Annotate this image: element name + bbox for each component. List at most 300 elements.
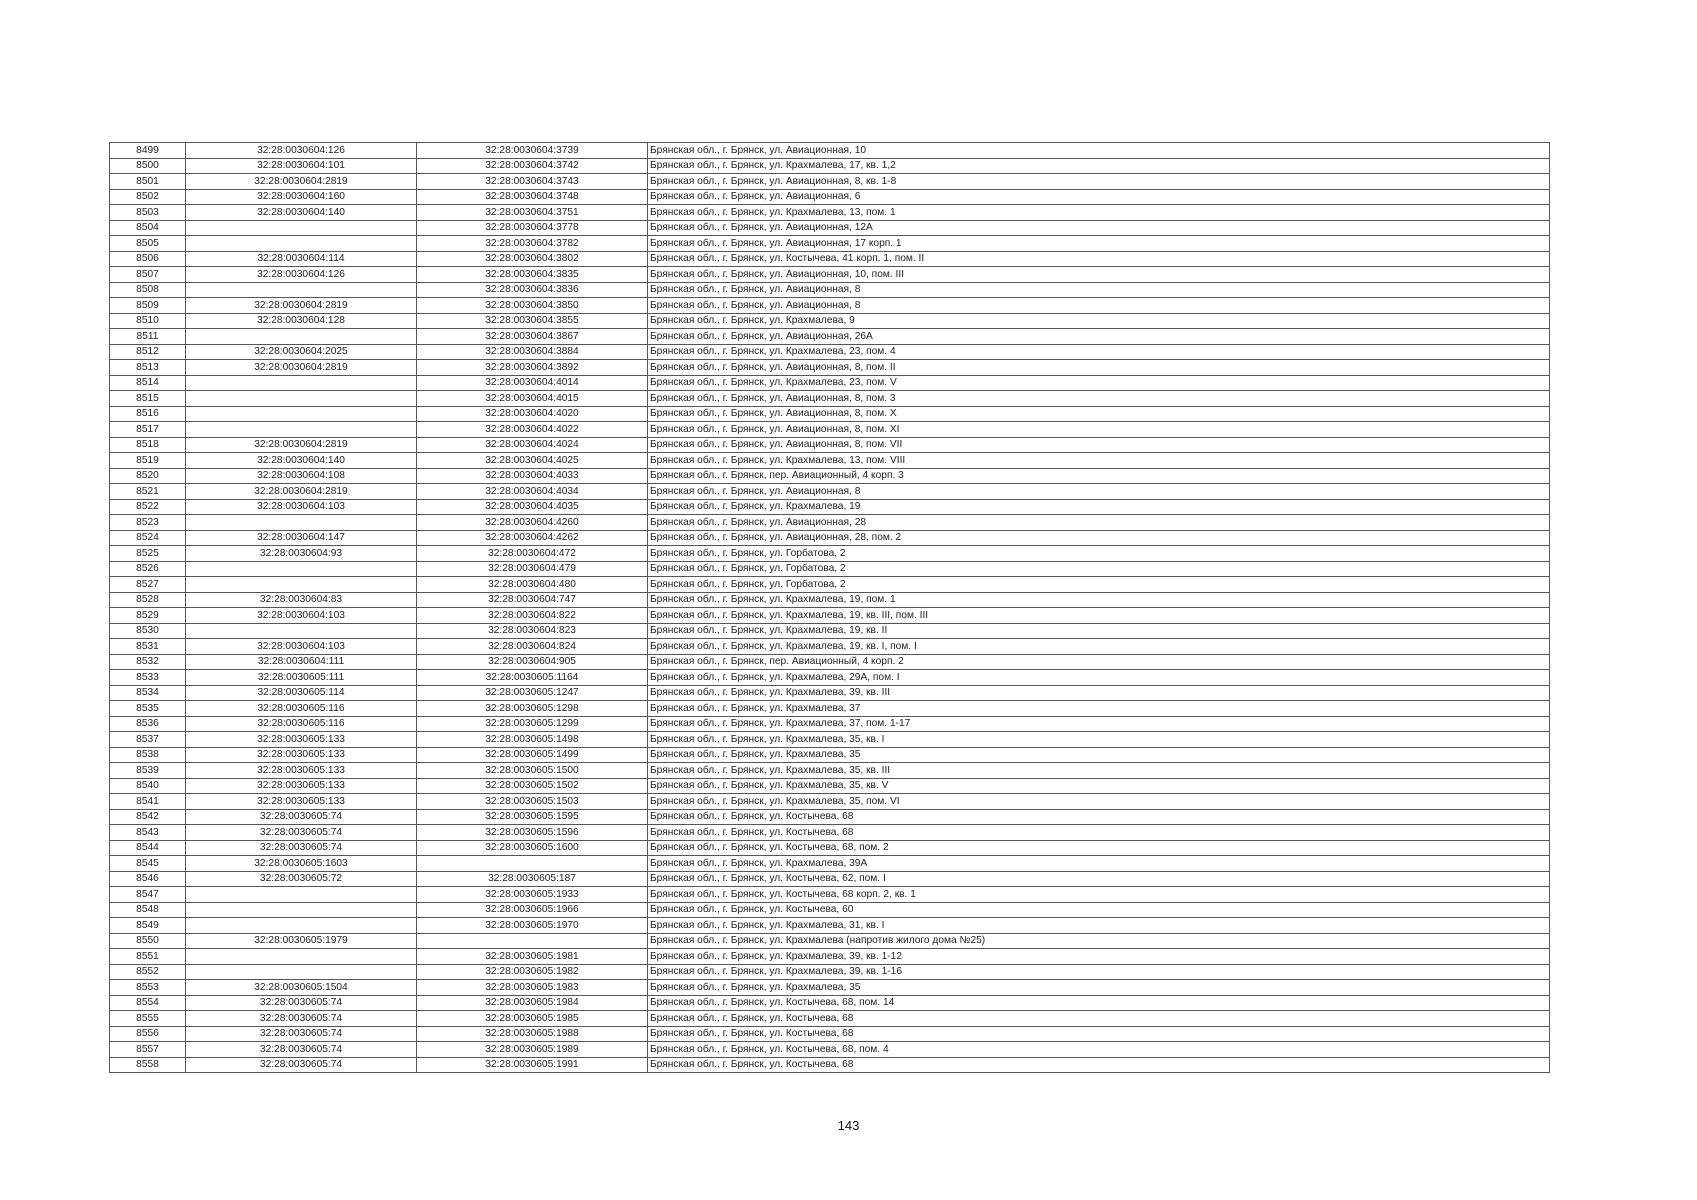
object-cadastral-number-cell xyxy=(417,856,648,872)
object-cadastral-number-cell: 32:28:0030605:1499 xyxy=(417,747,648,763)
object-cadastral-number-cell: 32:28:0030604:3836 xyxy=(417,282,648,298)
object-cadastral-number-cell: 32:28:0030605:1298 xyxy=(417,701,648,717)
table-row xyxy=(110,964,1550,980)
land-parcel-number-cell: 32:28:0030605:74 xyxy=(186,1026,417,1042)
land-parcel-number-cell: 32:28:0030605:1603 xyxy=(186,856,417,872)
land-parcel-number-cell xyxy=(186,918,417,934)
address-cell: Брянская обл., г. Брянск, ул. Крахмалева, 23, пом. V xyxy=(648,375,1550,391)
object-cadastral-number-cell: 32:28:0030604:4035 xyxy=(417,499,648,515)
address-cell: Брянская обл., г. Брянск, ул. Крахмалева, 35 xyxy=(648,747,1550,763)
row-number-cell: 8502 xyxy=(110,189,186,205)
object-cadastral-number-cell: 32:28:0030605:187 xyxy=(417,871,648,887)
address-cell: Брянская обл., г. Брянск, ул. Авиационная, 8, пом. XI xyxy=(648,422,1550,438)
row-number-cell: 8544 xyxy=(110,840,186,856)
address-cell: Брянская обл., г. Брянск, ул. Костычева, 41 корп. 1, пом. II xyxy=(648,251,1550,267)
table-row xyxy=(110,220,1550,236)
land-parcel-number-cell: 32:28:0030604:126 xyxy=(186,143,417,159)
object-cadastral-number-cell: 32:28:0030604:3751 xyxy=(417,205,648,221)
address-cell: Брянская обл., г. Брянск, ул. Крахмалева, 29А, пом. I xyxy=(648,670,1550,686)
object-cadastral-number-cell: 32:28:0030605:1981 xyxy=(417,949,648,965)
row-number-cell: 8506 xyxy=(110,251,186,267)
object-cadastral-number-cell: 32:28:0030604:905 xyxy=(417,654,648,670)
object-cadastral-number-cell: 32:28:0030604:823 xyxy=(417,623,648,639)
table-row xyxy=(110,484,1550,500)
address-cell: Брянская обл., г. Брянск, ул. Авиационная, 8 xyxy=(648,282,1550,298)
address-cell: Брянская обл., г. Брянск, ул. Крахмалева, 39, кв. 1-12 xyxy=(648,949,1550,965)
table-row xyxy=(110,732,1550,748)
land-parcel-number-cell: 32:28:0030605:1504 xyxy=(186,980,417,996)
table-row xyxy=(110,778,1550,794)
table-row xyxy=(110,639,1550,655)
registry-table-body xyxy=(110,143,1550,1073)
row-number-cell: 8549 xyxy=(110,918,186,934)
address-cell: Брянская обл., г. Брянск, ул. Авиационная, 6 xyxy=(648,189,1550,205)
row-number-cell: 8551 xyxy=(110,949,186,965)
land-parcel-number-cell xyxy=(186,949,417,965)
land-parcel-number-cell: 32:28:0030604:128 xyxy=(186,313,417,329)
land-parcel-number-cell: 32:28:0030604:114 xyxy=(186,251,417,267)
land-parcel-number-cell: 32:28:0030605:74 xyxy=(186,1011,417,1027)
document-page xyxy=(109,142,1549,1073)
address-cell: Брянская обл., г. Брянск, ул. Костычева, 68 xyxy=(648,1011,1550,1027)
land-parcel-number-cell: 32:28:0030604:2025 xyxy=(186,344,417,360)
row-number-cell: 8552 xyxy=(110,964,186,980)
table-row xyxy=(110,902,1550,918)
table-row xyxy=(110,329,1550,345)
object-cadastral-number-cell: 32:28:0030604:4025 xyxy=(417,453,648,469)
object-cadastral-number-cell: 32:28:0030605:1498 xyxy=(417,732,648,748)
object-cadastral-number-cell: 32:28:0030605:1983 xyxy=(417,980,648,996)
land-parcel-number-cell: 32:28:0030604:2819 xyxy=(186,484,417,500)
row-number-cell: 8545 xyxy=(110,856,186,872)
land-parcel-number-cell: 32:28:0030605:116 xyxy=(186,701,417,717)
page-number: 143 xyxy=(837,1118,860,1133)
land-parcel-number-cell xyxy=(186,391,417,407)
land-parcel-number-cell: 32:28:0030604:93 xyxy=(186,546,417,562)
address-cell: Брянская обл., г. Брянск, ул. Авиационная, 8, кв. 1-8 xyxy=(648,174,1550,190)
address-cell: Брянская обл., г. Брянск, ул. Авиационная, 8, пом. X xyxy=(648,406,1550,422)
address-cell: Брянская обл., г. Брянск, ул. Крахмалева, 39, кв. III xyxy=(648,685,1550,701)
table-row xyxy=(110,236,1550,252)
land-parcel-number-cell: 32:28:0030605:116 xyxy=(186,716,417,732)
object-cadastral-number-cell: 32:28:0030604:824 xyxy=(417,639,648,655)
land-parcel-number-cell xyxy=(186,375,417,391)
table-row xyxy=(110,825,1550,841)
address-cell: Брянская обл., г. Брянск, ул. Авиационная, 10, пом. III xyxy=(648,267,1550,283)
address-cell: Брянская обл., г. Брянск, ул. Горбатова, 2 xyxy=(648,561,1550,577)
address-cell: Брянская обл., г. Брянск, ул. Крахмалева (напротив жилого дома №25) xyxy=(648,933,1550,949)
table-row xyxy=(110,530,1550,546)
row-number-cell: 8512 xyxy=(110,344,186,360)
row-number-cell: 8556 xyxy=(110,1026,186,1042)
address-cell: Брянская обл., г. Брянск, пер. Авиационный, 4 корп. 2 xyxy=(648,654,1550,670)
row-number-cell: 8539 xyxy=(110,763,186,779)
table-row xyxy=(110,313,1550,329)
object-cadastral-number-cell: 32:28:0030604:4020 xyxy=(417,406,648,422)
row-number-cell: 8526 xyxy=(110,561,186,577)
table-row xyxy=(110,391,1550,407)
row-number-cell: 8522 xyxy=(110,499,186,515)
row-number-cell: 8511 xyxy=(110,329,186,345)
table-row xyxy=(110,298,1550,314)
land-parcel-number-cell: 32:28:0030605:133 xyxy=(186,732,417,748)
address-cell: Брянская обл., г. Брянск, ул. Авиационная, 8, пом. VII xyxy=(648,437,1550,453)
object-cadastral-number-cell: 32:28:0030605:1502 xyxy=(417,778,648,794)
object-cadastral-number-cell: 32:28:0030604:4024 xyxy=(417,437,648,453)
address-cell: Брянская обл., г. Брянск, ул. Крахмалева, 19, кв. I, пом. I xyxy=(648,639,1550,655)
table-row xyxy=(110,871,1550,887)
row-number-cell: 8510 xyxy=(110,313,186,329)
table-row xyxy=(110,422,1550,438)
object-cadastral-number-cell: 32:28:0030604:479 xyxy=(417,561,648,577)
row-number-cell: 8541 xyxy=(110,794,186,810)
address-cell: Брянская обл., г. Брянск, ул. Крахмалева, 13, пом. 1 xyxy=(648,205,1550,221)
land-parcel-number-cell: 32:28:0030604:111 xyxy=(186,654,417,670)
land-parcel-number-cell: 32:28:0030604:103 xyxy=(186,608,417,624)
object-cadastral-number-cell: 32:28:0030604:4033 xyxy=(417,468,648,484)
table-row xyxy=(110,143,1550,159)
address-cell: Брянская обл., г. Брянск, ул. Крахмалева, 13, пом. VIII xyxy=(648,453,1550,469)
land-parcel-number-cell: 32:28:0030605:111 xyxy=(186,670,417,686)
land-parcel-number-cell: 32:28:0030605:74 xyxy=(186,840,417,856)
address-cell: Брянская обл., г. Брянск, ул. Авиационная, 28, пом. 2 xyxy=(648,530,1550,546)
row-number-cell: 8554 xyxy=(110,995,186,1011)
object-cadastral-number-cell: 32:28:0030604:3743 xyxy=(417,174,648,190)
object-cadastral-number-cell: 32:28:0030604:3855 xyxy=(417,313,648,329)
land-parcel-number-cell: 32:28:0030604:140 xyxy=(186,205,417,221)
address-cell: Брянская обл., г. Брянск, ул. Авиационная, 8, пом. 3 xyxy=(648,391,1550,407)
land-parcel-number-cell: 32:28:0030604:2819 xyxy=(186,360,417,376)
table-row xyxy=(110,515,1550,531)
address-cell: Брянская обл., г. Брянск, ул. Крахмалева, 31, кв. I xyxy=(648,918,1550,934)
object-cadastral-number-cell: 32:28:0030605:1966 xyxy=(417,902,648,918)
object-cadastral-number-cell: 32:28:0030605:1600 xyxy=(417,840,648,856)
table-row xyxy=(110,654,1550,670)
table-row xyxy=(110,174,1550,190)
object-cadastral-number-cell xyxy=(417,933,648,949)
address-cell: Брянская обл., г. Брянск, ул. Авиационная, 26А xyxy=(648,329,1550,345)
cadastral-registry-table xyxy=(109,142,1550,1073)
row-number-cell: 8550 xyxy=(110,933,186,949)
land-parcel-number-cell xyxy=(186,282,417,298)
land-parcel-number-cell xyxy=(186,964,417,980)
object-cadastral-number-cell: 32:28:0030604:4034 xyxy=(417,484,648,500)
table-row xyxy=(110,282,1550,298)
address-cell: Брянская обл., г. Брянск, ул. Крахмалева, 19, кв. II xyxy=(648,623,1550,639)
table-row xyxy=(110,701,1550,717)
land-parcel-number-cell xyxy=(186,902,417,918)
land-parcel-number-cell xyxy=(186,236,417,252)
table-row xyxy=(110,995,1550,1011)
table-row xyxy=(110,360,1550,376)
address-cell: Брянская обл., г. Брянск, ул. Крахмалева, 19, пом. 1 xyxy=(648,592,1550,608)
object-cadastral-number-cell: 32:28:0030604:3867 xyxy=(417,329,648,345)
table-row xyxy=(110,887,1550,903)
table-row xyxy=(110,716,1550,732)
table-row xyxy=(110,1042,1550,1058)
table-row xyxy=(110,608,1550,624)
object-cadastral-number-cell: 32:28:0030605:1991 xyxy=(417,1057,648,1073)
address-cell: Брянская обл., г. Брянск, ул. Костычева, 68, пом. 4 xyxy=(648,1042,1550,1058)
table-row xyxy=(110,375,1550,391)
row-number-cell: 8558 xyxy=(110,1057,186,1073)
land-parcel-number-cell: 32:28:0030605:133 xyxy=(186,794,417,810)
table-row xyxy=(110,437,1550,453)
table-row xyxy=(110,623,1550,639)
land-parcel-number-cell xyxy=(186,887,417,903)
row-number-cell: 8527 xyxy=(110,577,186,593)
object-cadastral-number-cell: 32:28:0030605:1299 xyxy=(417,716,648,732)
address-cell: Брянская обл., г. Брянск, ул. Крахмалева, 35 xyxy=(648,980,1550,996)
land-parcel-number-cell: 32:28:0030604:126 xyxy=(186,267,417,283)
address-cell: Брянская обл., г. Брянск, ул. Костычева, 62, пом. I xyxy=(648,871,1550,887)
row-number-cell: 8509 xyxy=(110,298,186,314)
address-cell: Брянская обл., г. Брянск, ул. Крахмалева, 23, пом. 4 xyxy=(648,344,1550,360)
object-cadastral-number-cell: 32:28:0030605:1989 xyxy=(417,1042,648,1058)
table-row xyxy=(110,189,1550,205)
land-parcel-number-cell: 32:28:0030604:101 xyxy=(186,158,417,174)
table-row xyxy=(110,1011,1550,1027)
row-number-cell: 8542 xyxy=(110,809,186,825)
table-row xyxy=(110,918,1550,934)
row-number-cell: 8530 xyxy=(110,623,186,639)
object-cadastral-number-cell: 32:28:0030605:1247 xyxy=(417,685,648,701)
object-cadastral-number-cell: 32:28:0030604:3742 xyxy=(417,158,648,174)
land-parcel-number-cell xyxy=(186,577,417,593)
address-cell: Брянская обл., г. Брянск, ул. Авиационная, 10 xyxy=(648,143,1550,159)
row-number-cell: 8543 xyxy=(110,825,186,841)
land-parcel-number-cell xyxy=(186,406,417,422)
object-cadastral-number-cell: 32:28:0030604:3748 xyxy=(417,189,648,205)
table-row xyxy=(110,406,1550,422)
row-number-cell: 8501 xyxy=(110,174,186,190)
row-number-cell: 8518 xyxy=(110,437,186,453)
object-cadastral-number-cell: 32:28:0030605:1985 xyxy=(417,1011,648,1027)
address-cell: Брянская обл., г. Брянск, ул. Авиационная, 8 xyxy=(648,484,1550,500)
address-cell: Брянская обл., г. Брянск, ул. Авиационная, 12А xyxy=(648,220,1550,236)
object-cadastral-number-cell: 32:28:0030605:1596 xyxy=(417,825,648,841)
table-row xyxy=(110,267,1550,283)
row-number-cell: 8525 xyxy=(110,546,186,562)
row-number-cell: 8515 xyxy=(110,391,186,407)
land-parcel-number-cell: 32:28:0030605:74 xyxy=(186,1042,417,1058)
row-number-cell: 8521 xyxy=(110,484,186,500)
object-cadastral-number-cell: 32:28:0030604:3802 xyxy=(417,251,648,267)
table-row xyxy=(110,251,1550,267)
object-cadastral-number-cell: 32:28:0030604:3884 xyxy=(417,344,648,360)
row-number-cell: 8547 xyxy=(110,887,186,903)
land-parcel-number-cell: 32:28:0030605:74 xyxy=(186,825,417,841)
row-number-cell: 8500 xyxy=(110,158,186,174)
row-number-cell: 8513 xyxy=(110,360,186,376)
row-number-cell: 8514 xyxy=(110,375,186,391)
row-number-cell: 8555 xyxy=(110,1011,186,1027)
land-parcel-number-cell: 32:28:0030604:103 xyxy=(186,499,417,515)
row-number-cell: 8516 xyxy=(110,406,186,422)
table-row xyxy=(110,747,1550,763)
row-number-cell: 8557 xyxy=(110,1042,186,1058)
table-row xyxy=(110,856,1550,872)
address-cell: Брянская обл., г. Брянск, ул. Костычева, 68 xyxy=(648,1026,1550,1042)
address-cell: Брянская обл., г. Брянск, ул. Крахмалева, 35, кв. III xyxy=(648,763,1550,779)
object-cadastral-number-cell: 32:28:0030604:3850 xyxy=(417,298,648,314)
table-row xyxy=(110,685,1550,701)
land-parcel-number-cell xyxy=(186,561,417,577)
address-cell: Брянская обл., г. Брянск, ул. Авиационная, 8, пом. II xyxy=(648,360,1550,376)
table-row xyxy=(110,949,1550,965)
object-cadastral-number-cell: 32:28:0030604:747 xyxy=(417,592,648,608)
address-cell: Брянская обл., г. Брянск, ул. Костычева, 68 xyxy=(648,1057,1550,1073)
row-number-cell: 8499 xyxy=(110,143,186,159)
land-parcel-number-cell: 32:28:0030604:103 xyxy=(186,639,417,655)
row-number-cell: 8505 xyxy=(110,236,186,252)
row-number-cell: 8533 xyxy=(110,670,186,686)
land-parcel-number-cell: 32:28:0030605:74 xyxy=(186,809,417,825)
object-cadastral-number-cell: 32:28:0030604:4260 xyxy=(417,515,648,531)
land-parcel-number-cell xyxy=(186,623,417,639)
land-parcel-number-cell: 32:28:0030605:1979 xyxy=(186,933,417,949)
table-row xyxy=(110,499,1550,515)
address-cell: Брянская обл., г. Брянск, ул. Авиационная, 28 xyxy=(648,515,1550,531)
object-cadastral-number-cell: 32:28:0030605:1982 xyxy=(417,964,648,980)
table-row xyxy=(110,840,1550,856)
object-cadastral-number-cell: 32:28:0030605:1984 xyxy=(417,995,648,1011)
object-cadastral-number-cell: 32:28:0030605:1503 xyxy=(417,794,648,810)
row-number-cell: 8548 xyxy=(110,902,186,918)
table-row xyxy=(110,592,1550,608)
address-cell: Брянская обл., г. Брянск, пер. Авиационный, 4 корп. 3 xyxy=(648,468,1550,484)
object-cadastral-number-cell: 32:28:0030604:3739 xyxy=(417,143,648,159)
address-cell: Брянская обл., г. Брянск, ул. Крахмалева, 37 xyxy=(648,701,1550,717)
row-number-cell: 8553 xyxy=(110,980,186,996)
table-row xyxy=(110,546,1550,562)
land-parcel-number-cell: 32:28:0030605:133 xyxy=(186,747,417,763)
object-cadastral-number-cell: 32:28:0030604:480 xyxy=(417,577,648,593)
land-parcel-number-cell: 32:28:0030604:2819 xyxy=(186,174,417,190)
land-parcel-number-cell: 32:28:0030604:2819 xyxy=(186,298,417,314)
address-cell: Брянская обл., г. Брянск, ул. Крахмалева, 35, кв. I xyxy=(648,732,1550,748)
row-number-cell: 8540 xyxy=(110,778,186,794)
row-number-cell: 8520 xyxy=(110,468,186,484)
address-cell: Брянская обл., г. Брянск, ул. Костычева, 68, пом. 14 xyxy=(648,995,1550,1011)
table-row xyxy=(110,1057,1550,1073)
land-parcel-number-cell: 32:28:0030604:108 xyxy=(186,468,417,484)
row-number-cell: 8537 xyxy=(110,732,186,748)
table-row xyxy=(110,980,1550,996)
row-number-cell: 8531 xyxy=(110,639,186,655)
land-parcel-number-cell xyxy=(186,422,417,438)
object-cadastral-number-cell: 32:28:0030604:3892 xyxy=(417,360,648,376)
object-cadastral-number-cell: 32:28:0030604:4022 xyxy=(417,422,648,438)
table-row xyxy=(110,561,1550,577)
row-number-cell: 8508 xyxy=(110,282,186,298)
land-parcel-number-cell: 32:28:0030605:133 xyxy=(186,763,417,779)
table-row xyxy=(110,577,1550,593)
land-parcel-number-cell: 32:28:0030605:133 xyxy=(186,778,417,794)
object-cadastral-number-cell: 32:28:0030605:1164 xyxy=(417,670,648,686)
address-cell: Брянская обл., г. Брянск, ул. Костычева, 68, пом. 2 xyxy=(648,840,1550,856)
address-cell: Брянская обл., г. Брянск, ул. Крахмалева, 35, пом. VI xyxy=(648,794,1550,810)
object-cadastral-number-cell: 32:28:0030604:472 xyxy=(417,546,648,562)
address-cell: Брянская обл., г. Брянск, ул. Авиационная, 17 корп. 1 xyxy=(648,236,1550,252)
row-number-cell: 8507 xyxy=(110,267,186,283)
address-cell: Брянская обл., г. Брянск, ул. Костычева, 68 xyxy=(648,809,1550,825)
address-cell: Брянская обл., г. Брянск, ул. Крахмалева, 17, кв. 1,2 xyxy=(648,158,1550,174)
land-parcel-number-cell: 32:28:0030604:83 xyxy=(186,592,417,608)
row-number-cell: 8528 xyxy=(110,592,186,608)
object-cadastral-number-cell: 32:28:0030604:4014 xyxy=(417,375,648,391)
address-cell: Брянская обл., г. Брянск, ул. Крахмалева, 19 xyxy=(648,499,1550,515)
table-row xyxy=(110,205,1550,221)
row-number-cell: 8532 xyxy=(110,654,186,670)
land-parcel-number-cell: 32:28:0030605:114 xyxy=(186,685,417,701)
table-row xyxy=(110,809,1550,825)
address-cell: Брянская обл., г. Брянск, ул. Крахмалева, 35, кв. V xyxy=(648,778,1550,794)
land-parcel-number-cell: 32:28:0030605:74 xyxy=(186,995,417,1011)
land-parcel-number-cell xyxy=(186,220,417,236)
land-parcel-number-cell: 32:28:0030604:147 xyxy=(186,530,417,546)
address-cell: Брянская обл., г. Брянск, ул. Крахмалева, 19, кв. III, пом. III xyxy=(648,608,1550,624)
row-number-cell: 8534 xyxy=(110,685,186,701)
land-parcel-number-cell: 32:28:0030604:2819 xyxy=(186,437,417,453)
address-cell: Брянская обл., г. Брянск, ул. Костычева, 60 xyxy=(648,902,1550,918)
object-cadastral-number-cell: 32:28:0030605:1970 xyxy=(417,918,648,934)
row-number-cell: 8535 xyxy=(110,701,186,717)
object-cadastral-number-cell: 32:28:0030604:3778 xyxy=(417,220,648,236)
table-row xyxy=(110,933,1550,949)
row-number-cell: 8529 xyxy=(110,608,186,624)
address-cell: Брянская обл., г. Брянск, ул. Крахмалева, 39, кв. 1-16 xyxy=(648,964,1550,980)
address-cell: Брянская обл., г. Брянск, ул. Крахмалева, 37, пом. 1-17 xyxy=(648,716,1550,732)
address-cell: Брянская обл., г. Брянск, ул. Горбатова, 2 xyxy=(648,546,1550,562)
row-number-cell: 8519 xyxy=(110,453,186,469)
address-cell: Брянская обл., г. Брянск, ул. Авиационная, 8 xyxy=(648,298,1550,314)
row-number-cell: 8546 xyxy=(110,871,186,887)
address-cell: Брянская обл., г. Брянск, ул. Костычева, 68 xyxy=(648,825,1550,841)
address-cell: Брянская обл., г. Брянск, ул. Костычева, 68 корп. 2, кв. 1 xyxy=(648,887,1550,903)
table-row xyxy=(110,763,1550,779)
object-cadastral-number-cell: 32:28:0030605:1500 xyxy=(417,763,648,779)
address-cell: Брянская обл., г. Брянск, ул. Крахмалева, 9 xyxy=(648,313,1550,329)
table-row xyxy=(110,453,1550,469)
land-parcel-number-cell xyxy=(186,329,417,345)
table-row xyxy=(110,158,1550,174)
object-cadastral-number-cell: 32:28:0030605:1988 xyxy=(417,1026,648,1042)
table-row xyxy=(110,670,1550,686)
row-number-cell: 8517 xyxy=(110,422,186,438)
object-cadastral-number-cell: 32:28:0030605:1933 xyxy=(417,887,648,903)
address-cell: Брянская обл., г. Брянск, ул. Горбатова, 2 xyxy=(648,577,1550,593)
land-parcel-number-cell: 32:28:0030605:72 xyxy=(186,871,417,887)
row-number-cell: 8503 xyxy=(110,205,186,221)
object-cadastral-number-cell: 32:28:0030604:4262 xyxy=(417,530,648,546)
object-cadastral-number-cell: 32:28:0030604:3835 xyxy=(417,267,648,283)
address-cell: Брянская обл., г. Брянск, ул. Крахмалева, 39А xyxy=(648,856,1550,872)
object-cadastral-number-cell: 32:28:0030605:1595 xyxy=(417,809,648,825)
object-cadastral-number-cell: 32:28:0030604:3782 xyxy=(417,236,648,252)
row-number-cell: 8504 xyxy=(110,220,186,236)
land-parcel-number-cell xyxy=(186,515,417,531)
object-cadastral-number-cell: 32:28:0030604:4015 xyxy=(417,391,648,407)
table-row xyxy=(110,344,1550,360)
row-number-cell: 8523 xyxy=(110,515,186,531)
object-cadastral-number-cell: 32:28:0030604:822 xyxy=(417,608,648,624)
land-parcel-number-cell: 32:28:0030604:160 xyxy=(186,189,417,205)
table-row xyxy=(110,468,1550,484)
table-row xyxy=(110,1026,1550,1042)
row-number-cell: 8524 xyxy=(110,530,186,546)
row-number-cell: 8536 xyxy=(110,716,186,732)
